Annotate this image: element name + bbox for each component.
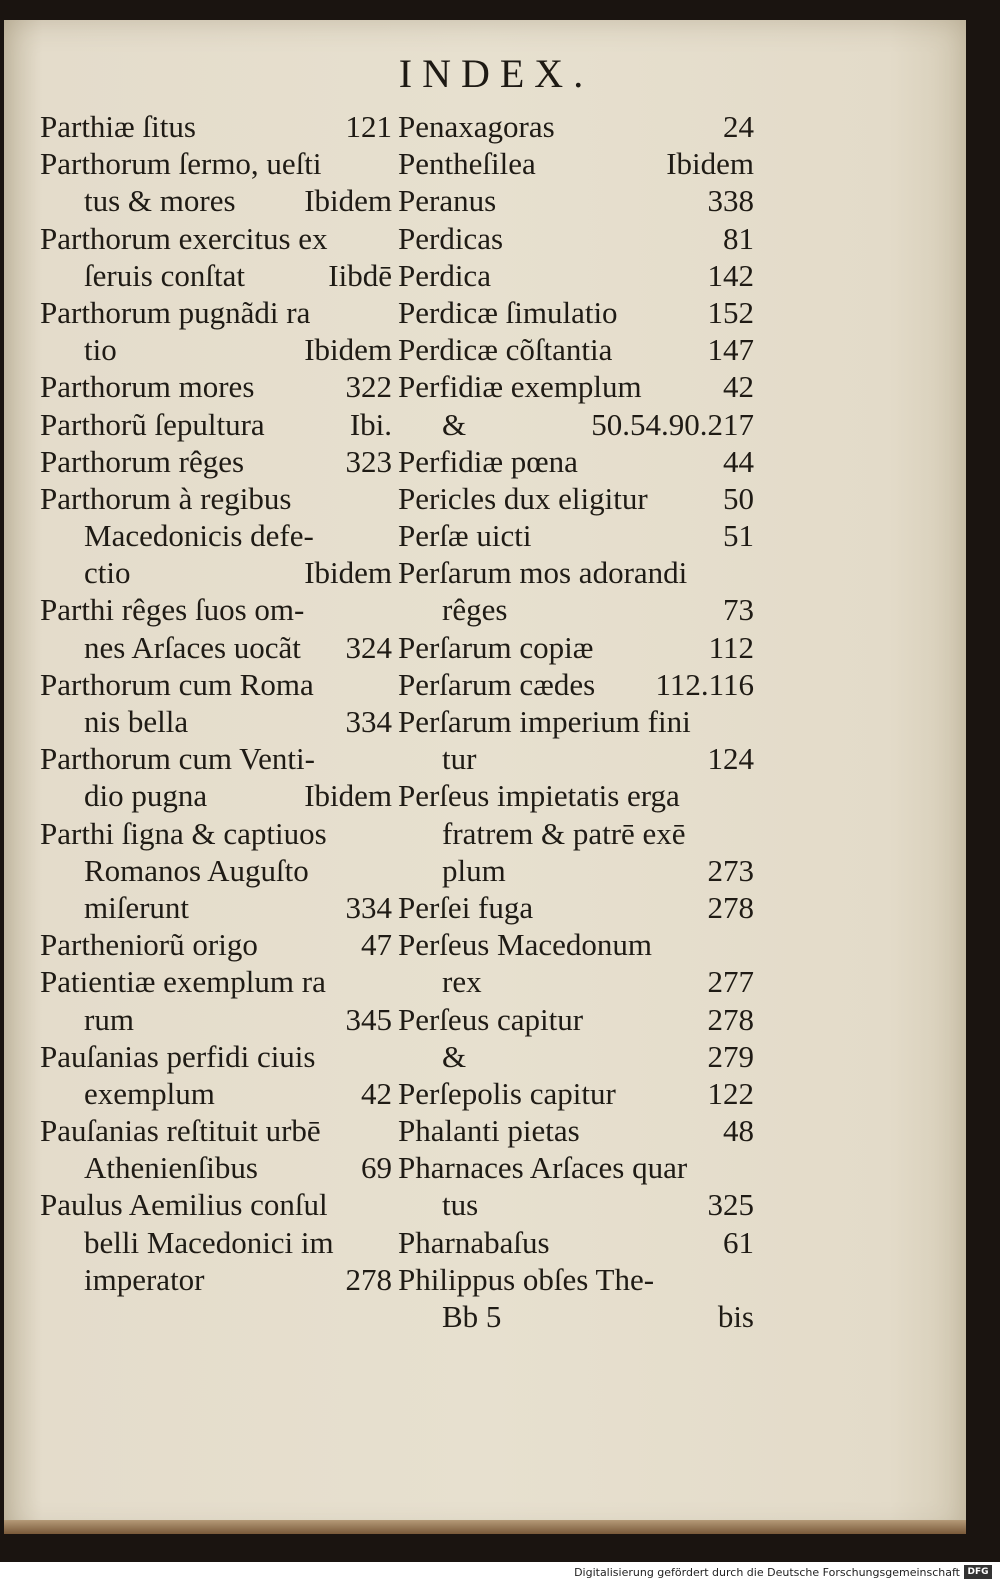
index-entry-page: 44	[723, 443, 754, 479]
index-entry	[40, 257, 392, 294]
index-entry-text: Philippus obſes The-	[398, 1261, 655, 1297]
index-entry-text: Pharnabaſus	[398, 1224, 550, 1260]
index-entry	[398, 257, 754, 294]
index-entry-text: Macedonicis defe-	[84, 518, 314, 554]
index-entry	[398, 740, 754, 777]
index-entry-page: 112	[708, 629, 754, 665]
page-edge	[4, 1520, 966, 1534]
index-entry-text: Phalanti pietas	[398, 1113, 580, 1149]
index-entry-text: Parthi ſigna & captiuos	[40, 815, 327, 851]
index-entry	[40, 852, 392, 889]
index-column-left	[40, 108, 392, 1298]
index-entry	[398, 1186, 754, 1223]
index-entry	[40, 443, 392, 480]
index-entry	[40, 368, 392, 405]
index-entry	[40, 926, 392, 963]
index-entry	[398, 368, 754, 405]
index-entry-text: ſeruis conſtat	[84, 257, 245, 293]
index-entry-text: Parthorum cum Venti-	[40, 741, 315, 777]
index-entry-page: 42	[723, 369, 754, 405]
index-entry-text: tus	[442, 1187, 479, 1223]
index-entry-page: 278	[345, 1261, 392, 1297]
index-entry	[40, 1224, 392, 1261]
index-entry	[40, 703, 392, 740]
index-entry-text: Parthorum à regibus	[40, 480, 292, 516]
index-entry-text: Pharnaces Arſaces quar	[398, 1150, 688, 1186]
index-entry-text: Parthi rêges ſuos om-	[40, 592, 305, 628]
index-entry	[398, 591, 754, 628]
index-entry	[40, 406, 392, 443]
index-entry-page: 152	[707, 294, 754, 330]
index-entry-text: tur	[442, 741, 477, 777]
index-entry-text: Parthorum ſermo, ueſti	[40, 146, 322, 182]
index-entry	[398, 926, 754, 963]
index-entry-text: &	[442, 406, 467, 442]
index-entry	[398, 889, 754, 926]
index-entry	[398, 703, 754, 740]
index-entry-text: Perdicæ cõſtantia	[398, 332, 613, 368]
index-entry-text: Perſeus impietatis erga	[398, 778, 680, 814]
index-entry	[398, 294, 754, 331]
index-entry-page: 323	[345, 443, 392, 479]
index-entry	[398, 963, 754, 1000]
index-entry	[40, 220, 392, 257]
index-entry-text: imperator	[84, 1261, 205, 1297]
index-entry-page: 73	[723, 592, 754, 628]
index-entry-page: 69	[361, 1150, 392, 1186]
index-entry-text: Perdicæ ſimulatio	[398, 294, 618, 330]
index-entry	[40, 554, 392, 591]
index-entry	[398, 554, 754, 591]
index-entry-text: Perſei fuga	[398, 889, 534, 925]
index-entry	[398, 220, 754, 257]
index-entry-page: Ibidem	[304, 183, 392, 219]
index-entry-text: Perfidiæ pœna	[398, 443, 578, 479]
index-entry-text: Perſarum cædes	[398, 666, 596, 702]
index-entry-page: Ibidem	[304, 555, 392, 591]
index-entry-text: rex	[442, 964, 482, 1000]
index-entry-text: fratrem & patrē exē	[442, 815, 686, 851]
index-entry	[40, 963, 392, 1000]
index-entry-page: 121	[345, 109, 392, 144]
index-entry-text: Perſeus Macedonum	[398, 927, 652, 963]
index-entry	[40, 666, 392, 703]
index-entry-text: rêges	[442, 592, 508, 628]
index-entry	[398, 1112, 754, 1149]
index-entry-text: Perſarum imperium fini	[398, 704, 691, 739]
index-entry-text: Perſeus capitur	[398, 1001, 584, 1037]
index-entry-page: 142	[707, 257, 754, 293]
index-entry-text: Parthorum mores	[40, 369, 255, 405]
index-entry	[40, 1075, 392, 1112]
index-entry-page: 122	[707, 1075, 754, 1111]
index-entry-page: 81	[723, 220, 754, 256]
index-entry-text: Perfidiæ exemplum	[398, 369, 642, 405]
index-entry-page: 334	[345, 889, 392, 925]
index-entry	[398, 815, 754, 852]
index-entry-page: 278	[707, 889, 754, 925]
index-entry-text: Parthorum exercitus ex	[40, 220, 328, 256]
index-entry	[40, 777, 392, 814]
index-entry	[40, 480, 392, 517]
index-entry-page: bis	[717, 1299, 754, 1334]
index-entry-page: 334	[345, 704, 392, 739]
funding-credit: Digitalisierung gefördert durch die Deutsche Forschungsgemeinschaft	[574, 1566, 960, 1579]
index-entry-page: 322	[345, 369, 392, 405]
index-entry-text: plum	[442, 852, 506, 888]
index-entry	[40, 1186, 392, 1223]
index-entry-page: 277	[707, 964, 754, 1000]
index-entry-page: 51	[723, 518, 754, 554]
index-entry	[40, 629, 392, 666]
index-entry	[398, 406, 754, 443]
index-entry-page: 124	[707, 741, 754, 777]
index-entry	[398, 1149, 754, 1186]
index-entry	[40, 1149, 392, 1186]
index-entry-text: Penaxagoras	[398, 109, 555, 144]
index-entry	[40, 108, 392, 145]
index-entry	[398, 1001, 754, 1038]
index-entry	[40, 517, 392, 554]
index-entry-page: Iibdē	[328, 257, 392, 293]
index-entry-page: 112.116	[655, 666, 754, 702]
index-entry-text: Pauſanias perfidi ciuis	[40, 1038, 316, 1074]
index-entry-text: Perdicas	[398, 220, 504, 256]
index-entry-text: belli Macedonici im	[84, 1224, 334, 1260]
index-entry-text: Pauſanias reſtituit urbē	[40, 1113, 321, 1149]
index-entry-text: Peranus	[398, 183, 497, 219]
index-entry-page: 47	[361, 927, 392, 963]
index-entry	[398, 517, 754, 554]
index-entry-text: nis bella	[84, 704, 189, 739]
index-entry-page: Ibidem	[304, 332, 392, 368]
index-entry	[398, 108, 754, 145]
index-entry	[40, 145, 392, 182]
index-entry-text: exemplum	[84, 1075, 215, 1111]
index-entry-page: 325	[707, 1187, 754, 1223]
index-entry-page: 338	[707, 183, 754, 219]
index-entry-page: 147	[707, 332, 754, 368]
index-entry-text: Patientiæ exemplum ra	[40, 964, 326, 1000]
index-entry	[398, 1038, 754, 1075]
index-entry-text: nes Arſaces uocãt	[84, 629, 301, 665]
index-entry-text: Perſepolis capitur	[398, 1075, 616, 1111]
index-entry-text: Pentheſilea	[398, 146, 536, 182]
index-entry	[398, 443, 754, 480]
index-entry	[40, 1261, 392, 1298]
index-entry-page: 50.54.90.217	[591, 406, 754, 442]
index-entry	[40, 591, 392, 628]
index-entry	[398, 1261, 754, 1298]
index-entry-text: Parthorum cum Roma	[40, 666, 314, 702]
index-entry	[398, 145, 754, 182]
index-entry	[398, 182, 754, 219]
index-entry-text: Bb 5	[442, 1299, 502, 1334]
index-entry-text: miſerunt	[84, 889, 190, 925]
index-entry-page: 324	[345, 629, 392, 665]
index-entry-page: 24	[723, 109, 754, 144]
index-entry	[398, 1298, 754, 1335]
index-entry	[40, 331, 392, 368]
index-entry-page: Ibidem	[666, 146, 754, 182]
index-entry	[398, 331, 754, 368]
index-entry	[40, 1112, 392, 1149]
index-entry	[398, 1075, 754, 1112]
index-entry-text: Perſarum mos adorandi	[398, 555, 688, 591]
index-entry-text: Perdica	[398, 257, 491, 293]
index-entry-text: Paulus Aemilius conſul	[40, 1187, 328, 1223]
index-entry-page: 61	[723, 1224, 754, 1260]
index-entry-text: Romanos Auguſto	[84, 852, 309, 888]
index-entry	[398, 1224, 754, 1261]
index-entry	[398, 480, 754, 517]
index-entry-text: Athenienſibus	[84, 1150, 258, 1186]
index-entry	[398, 666, 754, 703]
index-entry	[40, 1001, 392, 1038]
index-entry-text: Parthorum pugnãdi ra	[40, 294, 311, 330]
index-entry-text: tio	[84, 332, 117, 368]
index-entry	[40, 815, 392, 852]
dfg-logo: DFG	[964, 1565, 992, 1579]
page-title: INDEX.	[398, 51, 594, 96]
index-entry-page: Ibi.	[349, 406, 392, 442]
index-column-right	[398, 108, 754, 1335]
index-entry	[398, 629, 754, 666]
index-entry-page: 278	[707, 1001, 754, 1037]
index-entry-page: 345	[345, 1001, 392, 1037]
index-entry-text: &	[442, 1038, 467, 1074]
index-entry-page: 273	[707, 852, 754, 888]
index-entry-text: Perſarum copiæ	[398, 629, 594, 665]
index-entry-text: ctio	[84, 555, 131, 591]
index-entry-page: Ibidem	[304, 778, 392, 814]
index-entry-text: Perſæ uicti	[398, 518, 532, 554]
index-entry	[398, 852, 754, 889]
index-entry-page: 279	[707, 1038, 754, 1074]
index-entry-text: Parthorum rêges	[40, 443, 245, 479]
index-entry-page: 42	[361, 1075, 392, 1111]
index-entry-text: rum	[84, 1001, 134, 1037]
index-entry-text: dio pugna	[84, 778, 208, 814]
index-entry	[398, 777, 754, 814]
index-entry	[40, 740, 392, 777]
index-entry-page: 50	[723, 480, 754, 516]
index-entry-text: Parthiæ ſitus	[40, 109, 196, 144]
index-entry-text: Parthorũ ſepultura	[40, 406, 265, 442]
index-entry	[40, 1038, 392, 1075]
index-entry	[40, 294, 392, 331]
index-entry	[40, 182, 392, 219]
index-entry-text: Partheniorũ origo	[40, 927, 258, 963]
index-entry-page: 48	[723, 1113, 754, 1149]
index-entry	[40, 889, 392, 926]
index-entry-text: tus & mores	[84, 183, 236, 219]
index-entry-text: Pericles dux eligitur	[398, 480, 648, 516]
